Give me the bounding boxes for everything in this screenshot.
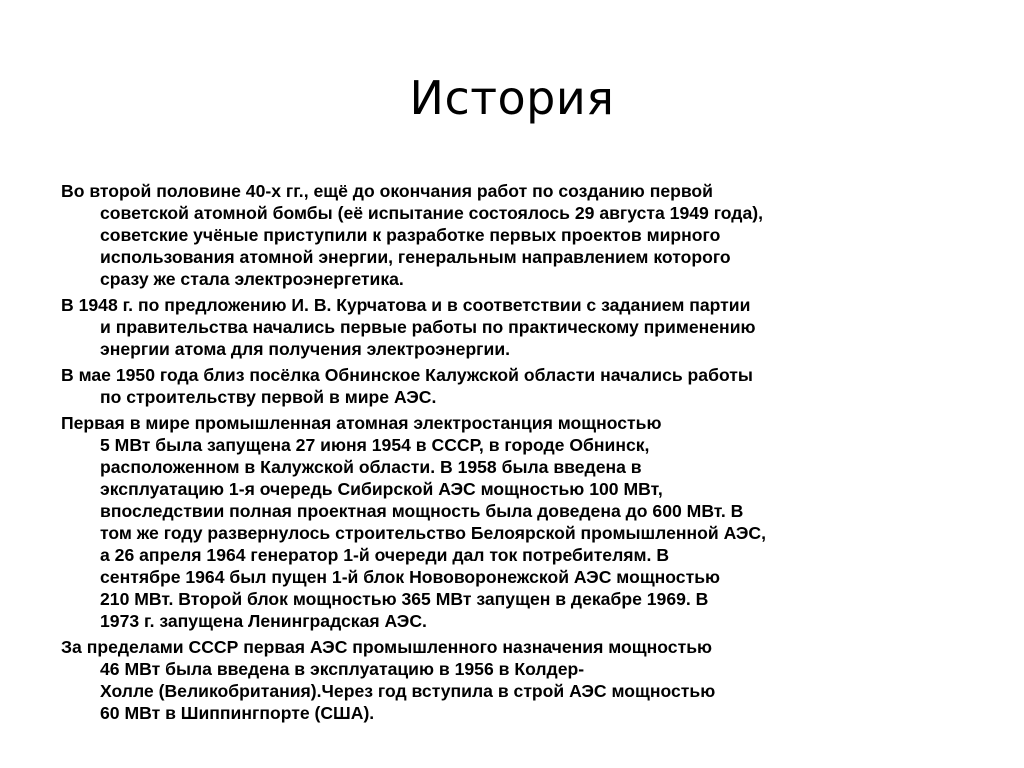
- text-line: советской атомной бомбы (её испытание состоялось 29 августа 1949 года),: [100, 203, 764, 223]
- text-line: Во второй половине 40-х гг., ещё до окончания работ по созданию первой: [61, 181, 713, 201]
- text-line: 1973 г. запущена Ленинградская АЭС.: [100, 611, 427, 631]
- paragraph-obninsk-1950: [61, 364, 971, 408]
- text-line: расположенном в Калужской области. В 1958 была введена в: [100, 457, 642, 477]
- paragraph-first-npp: [61, 412, 971, 632]
- text-line: 46 МВт была введена в эксплуатацию в 1956 в Колдер-: [100, 659, 585, 679]
- text-line: сразу же стала электроэнергетика.: [100, 269, 404, 289]
- text-line: впоследствии полная проектная мощность была доведена до 600 МВт. В: [100, 501, 744, 521]
- text-line: энергии атома для получения электроэнергии.: [100, 339, 511, 359]
- text-line: эксплуатацию 1-я очередь Сибирской АЭС мощностью 100 МВт,: [100, 479, 663, 499]
- text-line: За пределами СССР первая АЭС промышленного назначения мощностью: [61, 637, 713, 657]
- text-line: использования атомной энергии, генеральным направлением которого: [100, 247, 731, 267]
- text-line: 5 МВт была запущена 27 июня 1954 в СССР, в городе Обнинск,: [100, 435, 650, 455]
- paragraph-outside-ussr: [61, 636, 971, 724]
- text-line: а 26 апреля 1964 генератор 1-й очереди дал ток потребителям. В: [100, 545, 670, 565]
- text-line: 210 МВт. Второй блок мощностью 365 МВт запущен в декабре 1969. В: [100, 589, 709, 609]
- text-line: сентябре 1964 был пущен 1-й блок Нововоронежской АЭС мощностью: [100, 567, 721, 587]
- paragraph-postwar-research: [61, 180, 971, 290]
- text-line: по строительству первой в мире АЭС.: [100, 387, 437, 407]
- slide-body: [61, 180, 971, 728]
- text-line: В мае 1950 года близ посёлка Обнинское Калужской области начались работы: [61, 365, 753, 385]
- text-line: Первая в мире промышленная атомная электростанция мощностью: [61, 413, 662, 433]
- text-line: том же году развернулось строительство Белоярской промышленной АЭС,: [100, 523, 766, 543]
- text-line: 60 МВт в Шиппингпорте (США).: [100, 703, 375, 723]
- text-line: советские учёные приступили к разработке первых проектов мирного: [100, 225, 721, 245]
- text-line: и правительства начались первые работы по практическому применению: [100, 317, 756, 337]
- text-line: В 1948 г. по предложению И. В. Курчатова и в соответствии с заданием партии: [61, 295, 751, 315]
- paragraph-kurchatov-1948: [61, 294, 971, 360]
- text-line: Холле (Великобритания).Через год вступила в строй АЭС мощностью: [100, 681, 716, 701]
- slide-title: История: [409, 71, 615, 125]
